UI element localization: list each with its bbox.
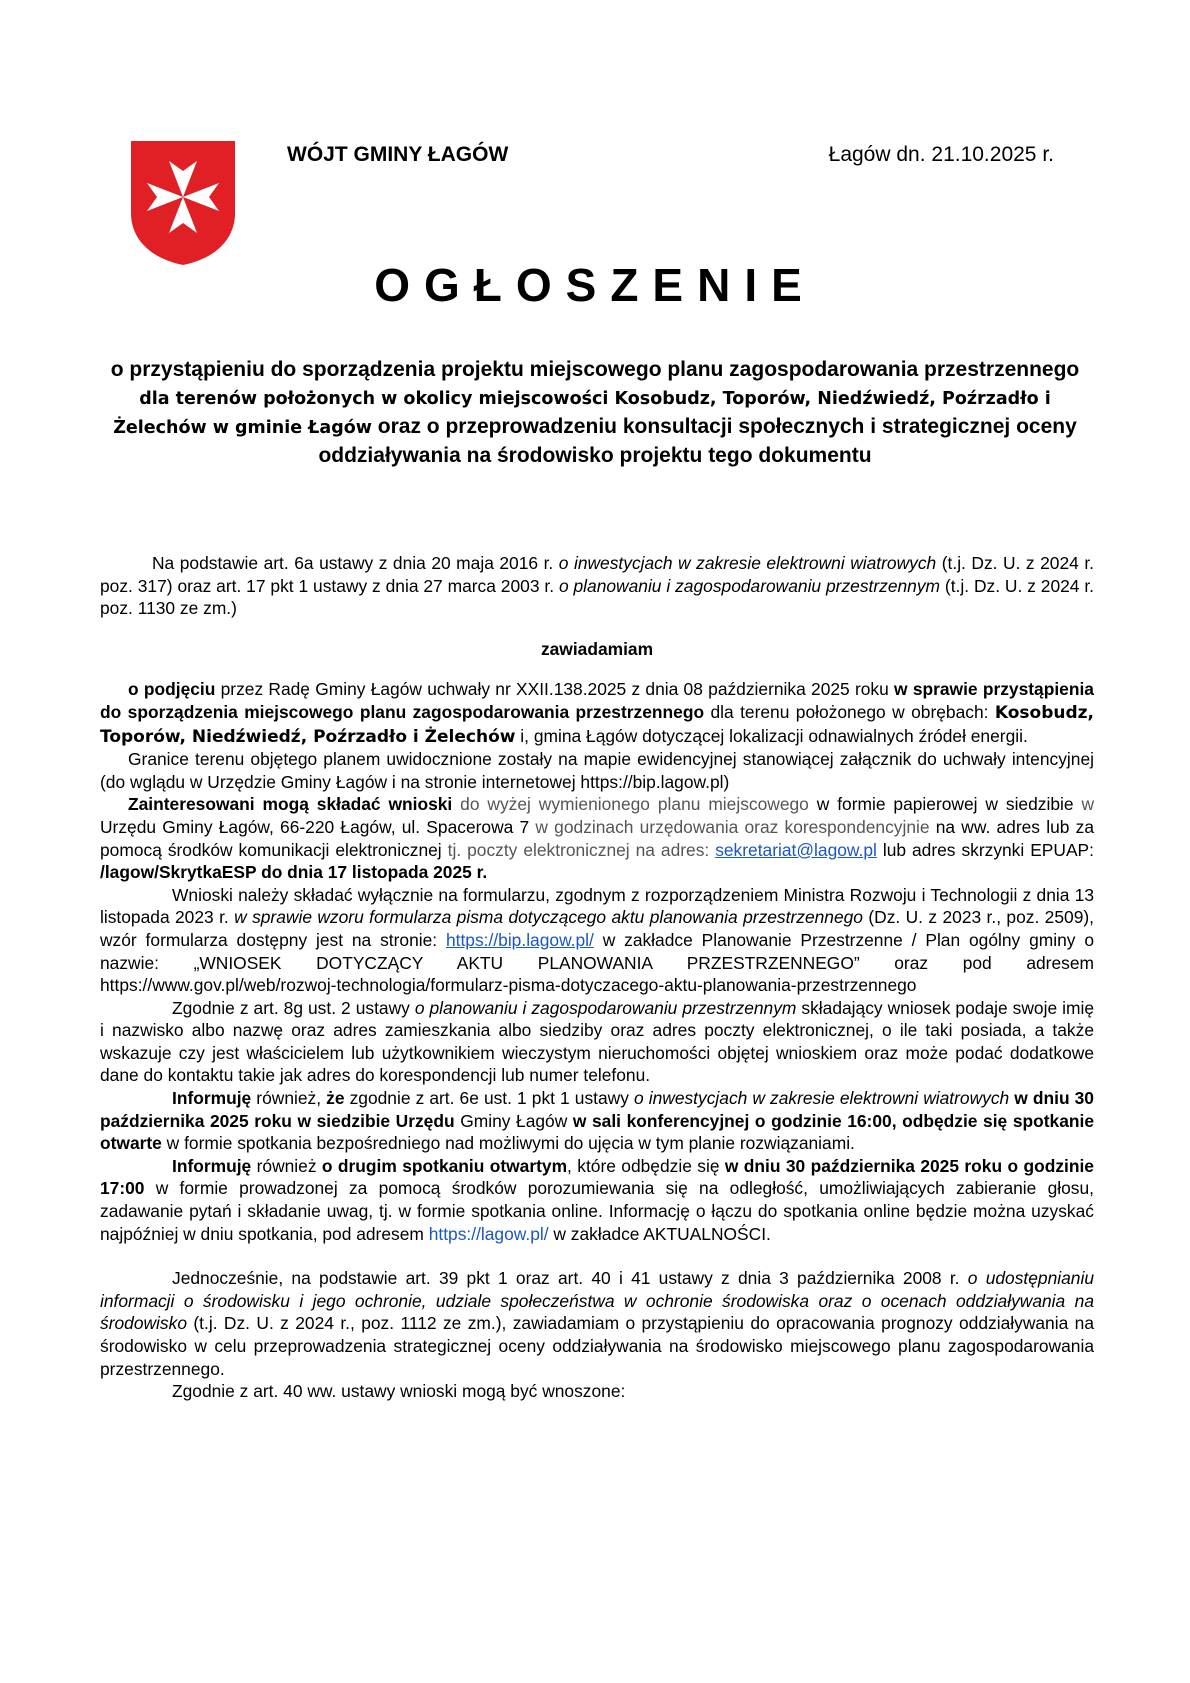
document-title: OGŁOSZENIE xyxy=(374,259,816,311)
bip-link[interactable]: https://bip.lagow.pl/ xyxy=(445,929,594,950)
applications-paragraph: Zainteresowani mogą składać wnioski do wyżej wymienionego planu miejscowego w formie papierowej w siedzibie w Urzędu Gminy Łagów, 66-220 Łagów, ul. Spacerowa 7 w godzinach urzędowania oraz korespondencyjnie na ww. adres lub za pomocą środków komunikacji elektronicznej tj. poczty elektronicznej na adres: sekretariat@lagow.pl lub adres skrzynki EPUAP: /lagow/SkrytkaESP do dnia 17 listopada 2025 r. xyxy=(100,794,1095,883)
email-link[interactable]: sekretariat@lagow.pl xyxy=(715,839,877,860)
document-date: Łagów dn. 21.10.2025 r. xyxy=(828,143,1054,166)
coat-of-arms-icon xyxy=(131,141,235,265)
issuing-office: WÓJT GMINY ŁAGÓW xyxy=(287,143,509,166)
first-meeting-paragraph: Informuję również, że zgodnie z art. 6e ust. 1 pkt 1 ustawy o inwestycjach w zakresie elektrowni wiatrowych w dniu 30 października 2025 roku w siedzibie Urzędu Gminy Łagów w sali konferencyjnej o godzinie 16:00, odbędzie się spotkanie otwarte w formie spotkania bezpośredniego nad możliwymi do ujęcia w tym planie rozwiązaniami. xyxy=(100,1088,1094,1154)
environment-paragraph: Jednocześnie, na podstawie art. 39 pkt 1 oraz art. 40 i 41 ustawy z dnia 3 października 2008 r. o udostępnianiu informacji o środowisku i jego ochronie, udziale społeczeństwa w ochronie środowiska oraz o ocenach oddziaływania na środowisko (t.j. Dz. U. z 2024 r., poz. 1112 ze zm.), zawiadamiam o przystąpieniu do opracowania prognozy oddziaływania na środowisko w celu przeprowadzenia strategicznej oceny oddziaływania na środowisko miejscowego planu zagospodarowania przestrzennego. xyxy=(100,1268,1095,1379)
notice-word: zawiadamiam xyxy=(540,638,654,659)
legal-basis-paragraph: Na podstawie art. 6a ustawy z dnia 20 maja 2016 r. o inwestycjach w zakresie elektrowni wiatrowych (t.j. Dz. U. z 2024 r. poz. 317) oraz art. 17 pkt 1 ustawy z dnia 27 marca 2003 r. o planowaniu i zagospodarowaniu przestrzennym (t.j. Dz. U. z 2024 r. poz. 1130 ze zm.) xyxy=(100,553,1095,619)
boundaries-paragraph: Granice terenu objętego planem uwidocznione zostały na mapie ewidencyjnej stanowiącej załącznik do uchwały intencyjnej (do wglądu w Urzędzie Gminy Łagów i na stronie internetowej https://bip.lagow.pl) xyxy=(100,749,1094,792)
applicant-data-paragraph: Zgodnie z art. 8g ust. 2 ustawy o planowaniu i zagospodarowaniu przestrzennym składający wniosek podaje swoje imię i nazwisko albo nazwę oraz adres zamieszkania albo siedziby oraz adres poczty elektronicznej, o ile taki posiada, a także wskazuje czy jest właścicielem lub użytkownikiem wieczystym nieruchomości objętej wnioskiem oraz może podać dodatkowe dane do kontaktu takie jak adres do korespondencji lub numer telefonu. xyxy=(100,997,1094,1086)
closing-line: Zgodnie z art. 40 ww. ustawy wnioski mogą być wnoszone: xyxy=(172,1381,626,1402)
form-paragraph: Wnioski należy składać wyłącznie na formularzu, zgodnym z rozporządzeniem Ministra Rozwoju i Technologii z dnia 13 listopada 2023 r. w sprawie wzoru formularza pisma dotyczącego aktu planowania przestrzennego (Dz. U. z 2023 r., poz. 2509), wzór formularza dostępny jest na stronie: https://bip.lagow.pl/ w zakładce Planowanie Przestrzenne / Plan ogólny gminy o nazwie: „WNIOSEK DOTYCZĄCY AKTU PLANOWANIA PRZESTRZENNEGO” oraz pod adresem https://www.gov.pl/web/rozwoj-technologia/formularz-pisma-dotyczacego-aktu-planowania-przestrzennego xyxy=(100,884,1094,996)
lagow-link[interactable]: https://lagow.pl/ xyxy=(428,1223,549,1244)
resolution-paragraph: o podjęciu przez Radę Gminy Łagów uchwały nr XXII.138.2025 z dnia 08 października 2025 roku w sprawie przystąpienia do sporządzenia miejscowego planu zagospodarowania przestrzennego dla terenu położonego w obrębach: Kosobudz, Toporów, Niedźwiedź, Poźrzadło i Żelechów i, gmina Łągów dotyczącej lokalizacji odnawialnych źródeł energii. xyxy=(100,679,1095,747)
document-body xyxy=(100,552,1094,1403)
document-subtitle: o przystąpieniu do sporządzenia projektu miejscowego planu zagospodarowania przestrzennego dla terenów położonych w okolicy miejscowości Kosobudz, Toporów, Niedźwiedź, Poźrzadło i Żelechów w gminie Łagów oraz o przeprowadzeniu konsultacji społecznych i strategicznej oceny oddziaływania na środowisko projektu tego dokumentu xyxy=(110,358,1080,467)
second-meeting-paragraph: Informuję również o drugim spotkaniu otwartym, które odbędzie się w dniu 30 października 2025 roku o godzinie 17:00 w formie prowadzonej za pomocą środków porozumiewania się na odległość, umożliwiających zabieranie głosu, zadawanie pytań i składanie uwag, tj. w formie spotkania online. Informację o łączu do spotkania online będzie można uzyskać najpóźniej w dniu spotkania, pod adresem https://lagow.pl/ w zakładce AKTUALNOŚCI. xyxy=(100,1155,1094,1244)
